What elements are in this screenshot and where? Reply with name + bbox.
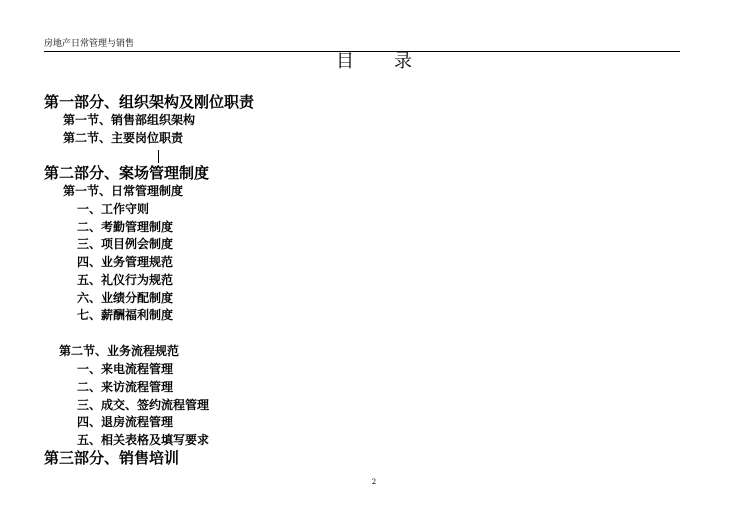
toc-part-1: 第一部分、组织架构及刚位职责 (44, 93, 255, 111)
toc-item: 三、成交、签约流程管理 (77, 398, 210, 412)
toc-part-1-section-1: 第一节、销售部组织架构 (63, 113, 196, 127)
toc-item: 二、来访流程管理 (77, 380, 174, 394)
text-cursor (158, 150, 159, 163)
toc-item: 一、来电流程管理 (77, 362, 174, 376)
toc-part-1-section-2: 第二节、主要岗位职责 (63, 131, 184, 145)
page-number: 2 (371, 478, 377, 486)
toc-part-2: 第二部分、案场管理制度 (44, 164, 210, 182)
toc-part-2-section-2: 第二节、业务流程规范 (59, 344, 180, 358)
toc-item: 一、工作守则 (77, 202, 150, 216)
toc-item: 四、退房流程管理 (77, 415, 174, 429)
toc-item: 三、项目例会制度 (77, 237, 174, 251)
toc-item: 四、业务管理规范 (77, 255, 174, 269)
toc-item: 五、相关表格及填写要求 (77, 433, 210, 447)
toc-part-2-section-1: 第一节、日常管理制度 (63, 184, 184, 198)
toc-item: 七、薪酬福利制度 (77, 308, 174, 322)
running-header: 房地产日常管理与销售 (44, 39, 135, 49)
toc-item: 五、礼仪行为规范 (77, 273, 174, 287)
page-title: 目录 (336, 51, 452, 72)
toc-item: 六、业绩分配制度 (77, 291, 174, 305)
toc-part-3: 第三部分、销售培训 (44, 449, 180, 467)
toc-item: 二、考勤管理制度 (77, 220, 174, 234)
